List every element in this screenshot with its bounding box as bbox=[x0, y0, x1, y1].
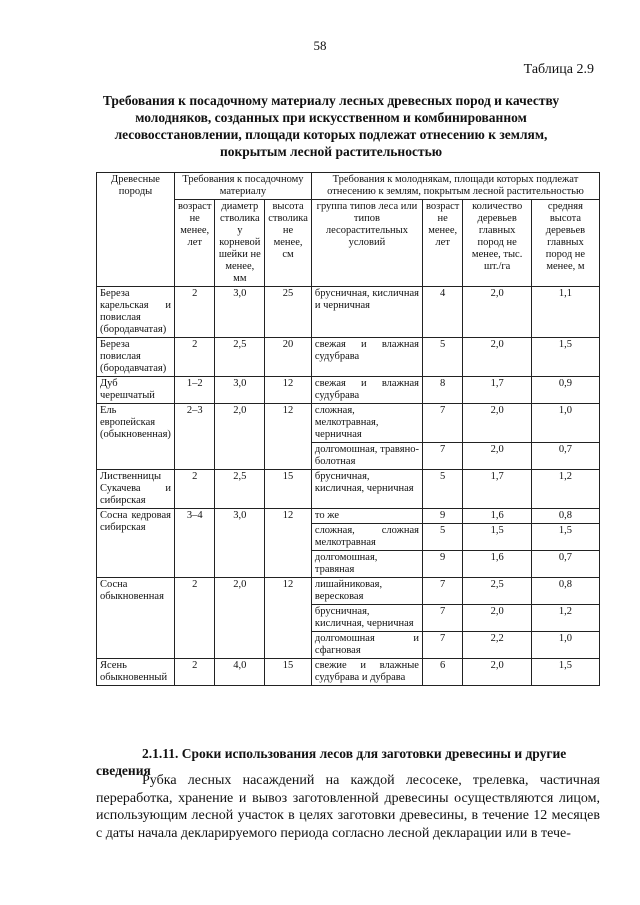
planting-height-cell: 12 bbox=[265, 404, 312, 470]
table-label: Таблица 2.9 bbox=[523, 62, 594, 77]
tree-count-cell: 2,0 bbox=[463, 287, 531, 338]
diameter-cell: 2,5 bbox=[215, 338, 265, 377]
species-cell: Береза повислая (бородавчатая) bbox=[97, 338, 175, 377]
planting-age-cell: 2 bbox=[174, 659, 214, 686]
tree-count-cell: 2,0 bbox=[463, 443, 531, 470]
mean-height-cell: 1,0 bbox=[531, 632, 599, 659]
planting-height-cell: 15 bbox=[265, 470, 312, 509]
young-age-cell: 7 bbox=[422, 404, 462, 443]
mean-height-cell: 1,5 bbox=[531, 659, 599, 686]
forest-type-cell: долгомошная, травяная bbox=[311, 551, 422, 578]
requirements-table bbox=[96, 172, 600, 686]
tree-count-cell: 1,5 bbox=[463, 524, 531, 551]
diameter-cell: 2,0 bbox=[215, 578, 265, 659]
header-mean-height: средняя высота деревьев главных пород не менее, м bbox=[531, 200, 599, 287]
species-cell: Дуб черешчатый bbox=[97, 377, 175, 404]
mean-height-cell: 0,9 bbox=[531, 377, 599, 404]
mean-height-cell: 1,1 bbox=[531, 287, 599, 338]
forest-type-cell: лишайниковая, вересковая bbox=[311, 578, 422, 605]
young-age-cell: 7 bbox=[422, 605, 462, 632]
young-age-cell: 7 bbox=[422, 443, 462, 470]
planting-age-cell: 2–3 bbox=[174, 404, 214, 470]
forest-type-cell: брусничная, кисличная и черничная bbox=[311, 287, 422, 338]
planting-age-cell: 2 bbox=[174, 578, 214, 659]
mean-height-cell: 0,8 bbox=[531, 578, 599, 605]
tree-count-cell: 1,7 bbox=[463, 377, 531, 404]
planting-age-cell: 2 bbox=[174, 338, 214, 377]
diameter-cell: 2,0 bbox=[215, 404, 265, 470]
table-row bbox=[97, 659, 600, 686]
diameter-cell: 3,0 bbox=[215, 509, 265, 578]
section-heading: 2.1.11. Сроки использования лесов для заготовки древесины и другие сведения bbox=[96, 746, 567, 778]
table-row bbox=[97, 338, 600, 377]
young-age-cell: 6 bbox=[422, 659, 462, 686]
header-planting-age: возраст не менее, лет bbox=[174, 200, 214, 287]
forest-type-cell: брусничная, кисличная, черничная bbox=[311, 605, 422, 632]
mean-height-cell: 1,2 bbox=[531, 470, 599, 509]
tree-count-cell: 2,0 bbox=[463, 404, 531, 443]
header-forest-type: группа типов леса или типов лесорастительных условий bbox=[311, 200, 422, 287]
young-age-cell: 5 bbox=[422, 524, 462, 551]
planting-age-cell: 2 bbox=[174, 287, 214, 338]
mean-height-cell: 0,8 bbox=[531, 509, 599, 524]
species-cell: Лиственницы Сукачева и сибирская bbox=[97, 470, 175, 509]
mean-height-cell: 1,0 bbox=[531, 404, 599, 443]
tree-count-cell: 2,5 bbox=[463, 578, 531, 605]
diameter-cell: 2,5 bbox=[215, 470, 265, 509]
tree-count-cell: 1,7 bbox=[463, 470, 531, 509]
species-cell: Береза карельская и повислая (бородавчатая) bbox=[97, 287, 175, 338]
table-row bbox=[97, 404, 600, 443]
forest-type-cell: долгомошная и сфагновая bbox=[311, 632, 422, 659]
diameter-cell: 3,0 bbox=[215, 377, 265, 404]
young-age-cell: 5 bbox=[422, 338, 462, 377]
tree-count-cell: 1,6 bbox=[463, 551, 531, 578]
page-number: 58 bbox=[313, 38, 327, 53]
young-age-cell: 5 bbox=[422, 470, 462, 509]
table-row bbox=[97, 287, 600, 338]
young-age-cell: 9 bbox=[422, 509, 462, 524]
table-row bbox=[97, 578, 600, 605]
planting-height-cell: 12 bbox=[265, 377, 312, 404]
young-age-cell: 9 bbox=[422, 551, 462, 578]
species-cell: Сосна обыкновенная bbox=[97, 578, 175, 659]
table-row bbox=[97, 470, 600, 509]
header-tree-count: количество деревьев главных пород не менее, тыс. шт./га bbox=[463, 200, 531, 287]
mean-height-cell: 1,5 bbox=[531, 338, 599, 377]
young-age-cell: 7 bbox=[422, 578, 462, 605]
tree-count-cell: 2,0 bbox=[463, 338, 531, 377]
planting-height-cell: 12 bbox=[265, 509, 312, 578]
mean-height-cell: 1,5 bbox=[531, 524, 599, 551]
planting-height-cell: 12 bbox=[265, 578, 312, 659]
planting-age-cell: 3–4 bbox=[174, 509, 214, 578]
table-row bbox=[97, 509, 600, 524]
forest-type-cell: то же bbox=[311, 509, 422, 524]
table-title: Требования к посадочному материалу лесных древесных пород и качеству молодняков, созданных при искусственном и комбинированном лесовосстановлении, площади которых подлежат отнесению к землям, покрытым лесной растительностью bbox=[102, 93, 560, 159]
body-paragraph: Рубка лесных насаждений на каждой лесосеке, трелевка, частичная переработка, хранение и вывоз заготовленной древесины осуществляются лицом, использующим лесной участок в целях заготовки древесины, в течение 12 месяцев с даты начала декларируемого периода согласно лесной декларации или в тече- bbox=[96, 773, 600, 841]
header-young-stands: Требования к молоднякам, площади которых подлежат отнесению к землям, покрытым лесной растительностью bbox=[311, 173, 599, 200]
tree-count-cell: 2,0 bbox=[463, 605, 531, 632]
mean-height-cell: 1,2 bbox=[531, 605, 599, 632]
planting-height-cell: 15 bbox=[265, 659, 312, 686]
tree-count-cell: 2,0 bbox=[463, 659, 531, 686]
forest-type-cell: сложная, мелкотравная, черничная bbox=[311, 404, 422, 443]
header-stem-height: высота стволика не менее, см bbox=[265, 200, 312, 287]
table-body bbox=[97, 287, 600, 686]
forest-type-cell: сложная, сложная мелкотравная bbox=[311, 524, 422, 551]
species-cell: Сосна кедровая сибирская bbox=[97, 509, 175, 578]
forest-type-cell: свежая и влажная судубрава bbox=[311, 377, 422, 404]
mean-height-cell: 0,7 bbox=[531, 551, 599, 578]
planting-age-cell: 1–2 bbox=[174, 377, 214, 404]
table-row bbox=[97, 377, 600, 404]
young-age-cell: 4 bbox=[422, 287, 462, 338]
forest-type-cell: свежие и влажные судубрава и дубрава bbox=[311, 659, 422, 686]
header-young-age: возраст не менее, лет bbox=[422, 200, 462, 287]
diameter-cell: 4,0 bbox=[215, 659, 265, 686]
planting-height-cell: 20 bbox=[265, 338, 312, 377]
forest-type-cell: свежая и влажная судубрава bbox=[311, 338, 422, 377]
header-stem-diameter: диаметр стволика у корневой шейки не менее, мм bbox=[215, 200, 265, 287]
young-age-cell: 8 bbox=[422, 377, 462, 404]
species-cell: Ель европейская (обыкновенная) bbox=[97, 404, 175, 470]
header-species: Древесные породы bbox=[97, 173, 175, 287]
species-cell: Ясень обыкновенный bbox=[97, 659, 175, 686]
diameter-cell: 3,0 bbox=[215, 287, 265, 338]
planting-height-cell: 25 bbox=[265, 287, 312, 338]
tree-count-cell: 2,2 bbox=[463, 632, 531, 659]
mean-height-cell: 0,7 bbox=[531, 443, 599, 470]
forest-type-cell: долгомошная, травяно-болотная bbox=[311, 443, 422, 470]
young-age-cell: 7 bbox=[422, 632, 462, 659]
header-planting-material: Требования к посадочному материалу bbox=[174, 173, 311, 200]
tree-count-cell: 1,6 bbox=[463, 509, 531, 524]
planting-age-cell: 2 bbox=[174, 470, 214, 509]
forest-type-cell: брусничная, кисличная, черничная bbox=[311, 470, 422, 509]
